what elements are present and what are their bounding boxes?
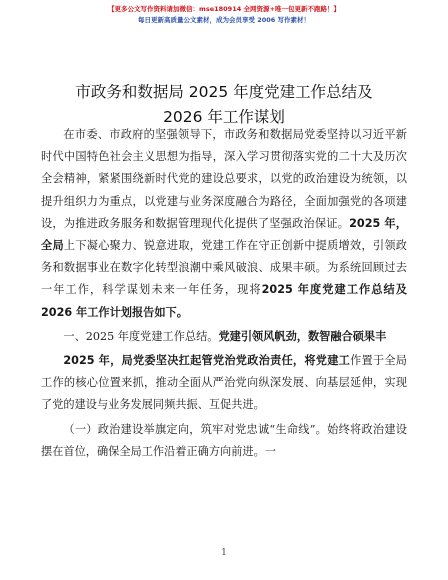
- document-title-line-1: 市政务和数据局 2025 年度党建工作总结及: [75, 83, 373, 101]
- summary-text: 作置于全局工作的核心位置来抓，推动全面从严治党向纵深发展、向基层延伸，实现了党的建设与业务发展同频共振、互促共进。: [41, 354, 407, 412]
- document-title-line-2: 2026 年工作谋划: [163, 108, 285, 126]
- intro-year-phrase: 2025 年，全局: [41, 216, 407, 253]
- promo-banner-line-1: 【更多公文写作资料请加微信：mse180914 全网资源+唯一包更新不跑路！】: [108, 5, 340, 13]
- paragraph-political-building: （一）政治建设举旗定向，筑牢对党忠诚“生命线”。始终将政治建设摆在首位，确保全局工作沿着正确方向前进。一: [41, 422, 407, 458]
- promo-banner: [0, 4, 448, 26]
- paragraph-intro: [41, 124, 407, 324]
- section-heading-label: 一、2025 年度党建工作总结。: [63, 329, 219, 343]
- document-title: [30, 80, 418, 130]
- intro-report-phrase: 2025 年度党建工作总结及 2026 年工作计划报告如下。: [41, 283, 407, 319]
- promo-banner-line-2: 每日更新高质量公文素材，成为会员享受 2006 写作素材！: [137, 16, 311, 24]
- section-heading-one: [41, 326, 407, 348]
- summary-lead: 2025 年，局党委坚决扛起管党治党政治责任，将党建工: [63, 354, 351, 368]
- intro-text-cont: 上下凝心聚力、锐意进取，党建工作在守正创新中提质增效，引领政务和数据事业在数字化转型浪潮中乘风破浪、成果丰硕。为系统回顾过去一年工作，科学谋划未来一年任务，现将: [41, 239, 407, 297]
- page-number: 1: [221, 548, 227, 558]
- intro-text: 在市委、市政府的坚强领导下，市政务和数据局党委坚持以习近平新时代中国特色社会主义思想为指导，深入学习贯彻落实党的二十大及历次全会精神，紧紧围绕新时代党的建设总要求，以党的政治建设为统领，以提升组织力为重点，以党建与业务深度融合为路径，全面加强党的各项建设，为推进政务服务和数据管理现代化提供了坚强政治保证。: [41, 128, 407, 230]
- section-heading-theme: 党建引领风帆劲，数智融合硕果丰: [218, 329, 387, 343]
- document-body: [41, 124, 407, 463]
- paragraph-summary: [41, 350, 407, 417]
